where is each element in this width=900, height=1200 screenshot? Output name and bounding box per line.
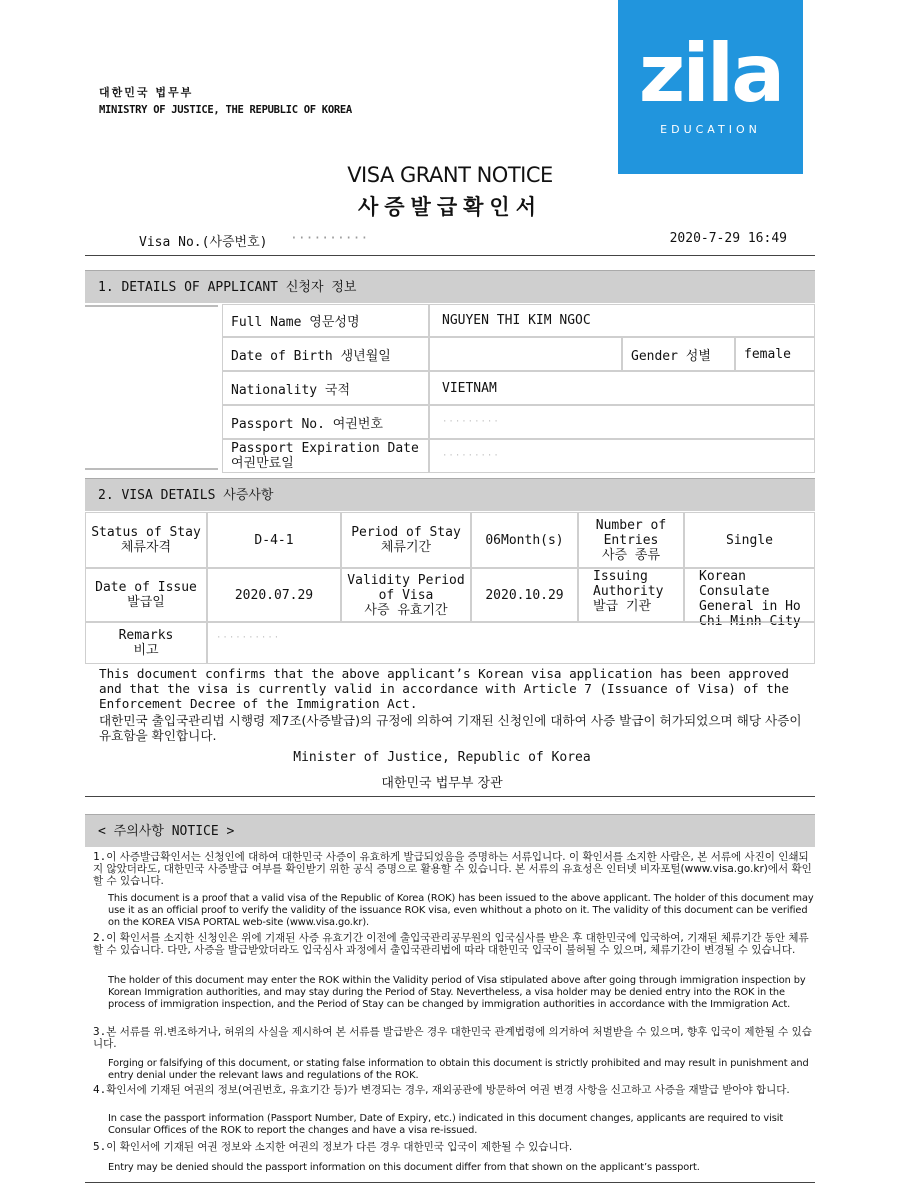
period-of-stay-label: Period of Stay 체류기간 xyxy=(341,512,471,568)
document-title-en: VISA GRANT NOTICE xyxy=(347,163,553,187)
dob-label: Date of Birth 생년월일 xyxy=(222,337,429,371)
nationality-label: Nationality 국적 xyxy=(222,371,429,405)
notice-item-3-ko: 3.본 서류를 위.변조하거나, 허위의 사실을 제시하여 본 서류를 발급받은 경우 대한민국 관계법령에 의거하여 처벌받을 수 있으며, 향후 입국이 제한될 수 있습니다. xyxy=(93,1025,812,1050)
nationality-value: VIETNAM xyxy=(429,371,815,405)
validity-period-value: 2020.10.29 xyxy=(471,568,578,622)
number-of-entries-label: Number of Entries 사증 종류 xyxy=(578,512,684,568)
status-of-stay-label: Status of Stay 체류자격 xyxy=(85,512,207,568)
visa-number-value: ·········· xyxy=(290,231,369,246)
notice-item-5-en: Entry may be denied should the passport information on this document differ from that shown on the applicant’s passport. xyxy=(108,1162,700,1173)
remarks-label: Remarks 비고 xyxy=(85,622,207,664)
gender-label: Gender 성별 xyxy=(622,337,735,371)
footer-divider xyxy=(85,1182,815,1183)
notice-item-3-en: Forging or falsifying of this document, or stating false information to obtain this document is strictly prohibited and may result in punishment and entry denial under the relevant laws and regulations of the ROK. xyxy=(108,1058,809,1081)
full-name-value: NGUYEN THI KIM NGOC xyxy=(429,304,815,337)
notice-item-1-ko: 1.이 사증발급확인서는 신청인에 대하여 대한민국 사증이 유효하게 발급되었음을 증명하는 서류입니다. 이 확인서를 소지한 사람은, 본 서류에 사진이 인쇄되지 않았더라도, 대한민국 사증발급 여부를 확인받기 위한 공식 증명으로 활용할 수 있습니다. 본 서류의 유효성은 인터넷 비자포털(www.visa.go.kr)에서 확인할 수 있습니다. xyxy=(93,850,812,887)
period-of-stay-value: 06Month(s) xyxy=(471,512,578,568)
visa-section-header: 2. VISA DETAILS 사증사항 xyxy=(85,478,815,511)
notice-item-1-en: This document is a proof that a valid visa of the Republic of Korea (ROK) has been issued to the above applicant. The holder of this document may use it as an official proof to verify the validity of the issuance ROK visa, even whithout a photo on it. The validity of this document can be verified on the KOREA VISA PORTAL web-site (www.visa.go.kr). xyxy=(108,893,814,928)
logo-subtitle: EDUCATION xyxy=(660,123,761,136)
issuing-authority-label: Issuing Authority 발급 기관 xyxy=(578,568,684,622)
issue-timestamp: 2020-7-29 16:49 xyxy=(669,231,787,246)
number-of-entries-value: Single xyxy=(684,512,815,568)
passport-expiry-label: Passport Expiration Date 여권만료일 xyxy=(222,439,429,473)
passport-number-label: Passport No. 여권번호 xyxy=(222,405,429,439)
ministry-name-ko: 대한민국 법무부 xyxy=(99,86,194,99)
notice-item-4-ko: 4.확인서에 기재된 여권의 정보(여권번호, 유효기간 등)가 변경되는 경우, 재외공관에 방문하여 여권 변경 사항을 신고하고 사증을 재발급 받아야 합니다. xyxy=(93,1083,790,1096)
notice-section-header: < 주의사항 NOTICE > xyxy=(85,814,815,847)
gender-value: female xyxy=(735,337,815,371)
notice-item-4-en: In case the passport information (Passport Number, Date of Expiry, etc.) indicated in this document changes, applicants are required to visit Consular Offices of the ROK to report the changes and have a visa re-issued. xyxy=(108,1113,784,1136)
remarks-value: ·········· xyxy=(207,622,815,664)
document-title-ko: 사증발급확인서 xyxy=(357,195,542,219)
applicant-section-header: 1. DETAILS OF APPLICANT 신청자 정보 xyxy=(85,270,815,303)
notice-item-2-ko: 2.이 확인서를 소지한 신청인은 위에 기재된 사증 유효기간 이전에 출입국관리공무원의 입국심사를 받은 후 대한민국에 입국하여, 기재된 체류기간 동안 체류할 수 있습니다. 다만, 사증을 발급받았더라도 입국심사 과정에서 출입국관리법에 따라 대한민국 입국이 불허될 수 있으며, 체류기간이 변경될 수 있습니다. xyxy=(93,931,809,956)
confirmation-text-en: This document confirms that the above applicant’s Korean visa application has been approved and that the visa is currently valid in accordance with Article 7 (Issuance of Visa) of the Enforcement Decree of the Immigration Act. xyxy=(99,666,789,711)
ministry-name-en: MINISTRY OF JUSTICE, THE REPUBLIC OF KOREA xyxy=(99,104,352,116)
issuing-authority-value: Korean Consulate General in Ho Chi Minh City xyxy=(684,568,815,622)
validity-period-label: Validity Period of Visa 사증 유효기간 xyxy=(341,568,471,622)
minister-signature-ko: 대한민국 법무부 장관 xyxy=(381,776,503,791)
photo-area-bottom xyxy=(85,468,218,470)
status-of-stay-value: D-4-1 xyxy=(207,512,341,568)
notice-item-2-en: The holder of this document may enter the ROK within the Validity period of Visa stipulated above after going through immigration inspection by Korean Immigration authorities, and may stay during the Period of Stay. Nevertheless, a visa holder may be denied entry into the ROK in the process of immigration inspection, and the Period of Stay can be changed by immigration authorities in accordance with the Immigration Act. xyxy=(108,975,806,1010)
visa-number-label: Visa No.(사증번호) xyxy=(139,235,268,250)
full-name-label: Full Name 영문성명 xyxy=(222,304,429,337)
passport-expiry-value: ········· xyxy=(429,439,815,473)
photo-area-top xyxy=(85,305,218,307)
passport-number-value: ········· xyxy=(429,405,815,439)
notice-item-5-ko: 5.이 확인서에 기재된 여권 정보와 소지한 여권의 정보가 다른 경우 대한민국 입국이 제한될 수 있습니다. xyxy=(93,1140,573,1153)
confirmation-text-ko: 대한민국 출입국관리법 시행령 제7조(사증발급)의 규정에 의하여 기재된 신청인에 대하여 사증 발급이 허가되었으며 해당 사증이 유효함을 확인합니다. xyxy=(99,713,802,743)
zila-education-logo xyxy=(618,0,803,174)
confirmation-divider xyxy=(85,796,815,797)
dob-value xyxy=(429,337,622,371)
minister-signature-en: Minister of Justice, Republic of Korea xyxy=(293,750,591,765)
date-of-issue-value: 2020.07.29 xyxy=(207,568,341,622)
logo-wordmark: zila xyxy=(638,27,783,120)
date-of-issue-label: Date of Issue 발급일 xyxy=(85,568,207,622)
header-divider xyxy=(85,255,815,256)
